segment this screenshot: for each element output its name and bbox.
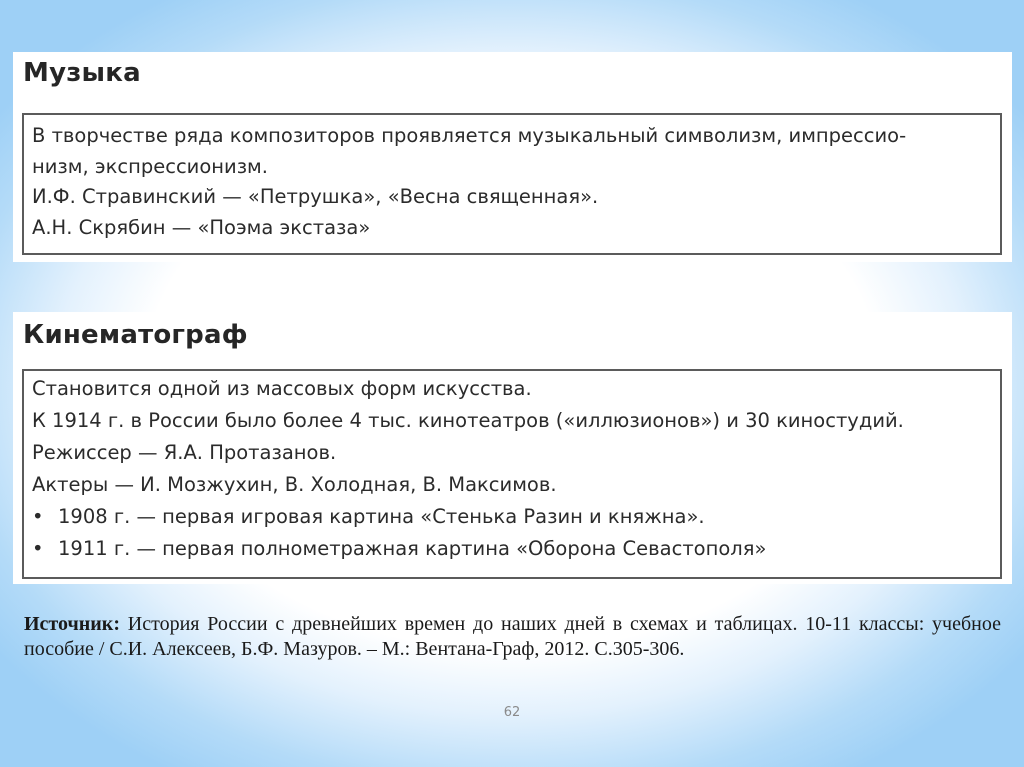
music-line: низм, экспрессионизм. xyxy=(32,154,268,178)
bullet-marker: • xyxy=(32,505,44,528)
cinema-line: К 1914 г. в России было более 4 тыс. кинотеатров («иллюзионов») и 30 киностудий. xyxy=(32,409,904,432)
cinema-line: Становится одной из массовых форм искусства. xyxy=(32,377,532,400)
cinema-bullet-item xyxy=(32,533,990,565)
source-citation xyxy=(24,612,1001,662)
cinema-line: Режиссер — Я.А. Протазанов. xyxy=(32,441,337,464)
bullet-text: 1911 г. — первая полнометражная картина «Оборона Севастополя» xyxy=(58,537,767,560)
music-line: И.Ф. Стравинский — «Петрушка», «Весна священная». xyxy=(32,185,599,208)
music-line: В творчестве ряда композиторов проявляется музыкальный символизм, импрессио- xyxy=(32,124,907,147)
music-section xyxy=(13,52,1012,262)
music-line: А.Н. Скрябин — «Поэма экстаза» xyxy=(32,215,371,239)
source-label: Источник: xyxy=(24,613,120,635)
music-title: Музыка xyxy=(23,58,141,88)
bullet-text: 1908 г. — первая игровая картина «Стенька Разин и княжна». xyxy=(58,505,705,528)
page-number: 62 xyxy=(503,705,521,720)
cinema-bullet-item xyxy=(32,501,990,533)
source-text: История России с древнейших времен до наших дней в схемах и таблицах. 10-11 классы: учебное пособие / С.И. Алексеев, Б.Ф. Мазуров. – М.: Вентана-Граф, 2012. С.305-306. xyxy=(24,613,1001,660)
cinema-text-box xyxy=(22,369,1002,579)
bullet-marker: • xyxy=(32,537,44,560)
cinema-title: Кинематограф xyxy=(23,320,248,350)
cinema-section xyxy=(13,312,1012,584)
cinema-line: Актеры — И. Мозжухин, В. Холодная, В. Максимов. xyxy=(32,473,557,496)
music-text-box xyxy=(22,113,1002,255)
